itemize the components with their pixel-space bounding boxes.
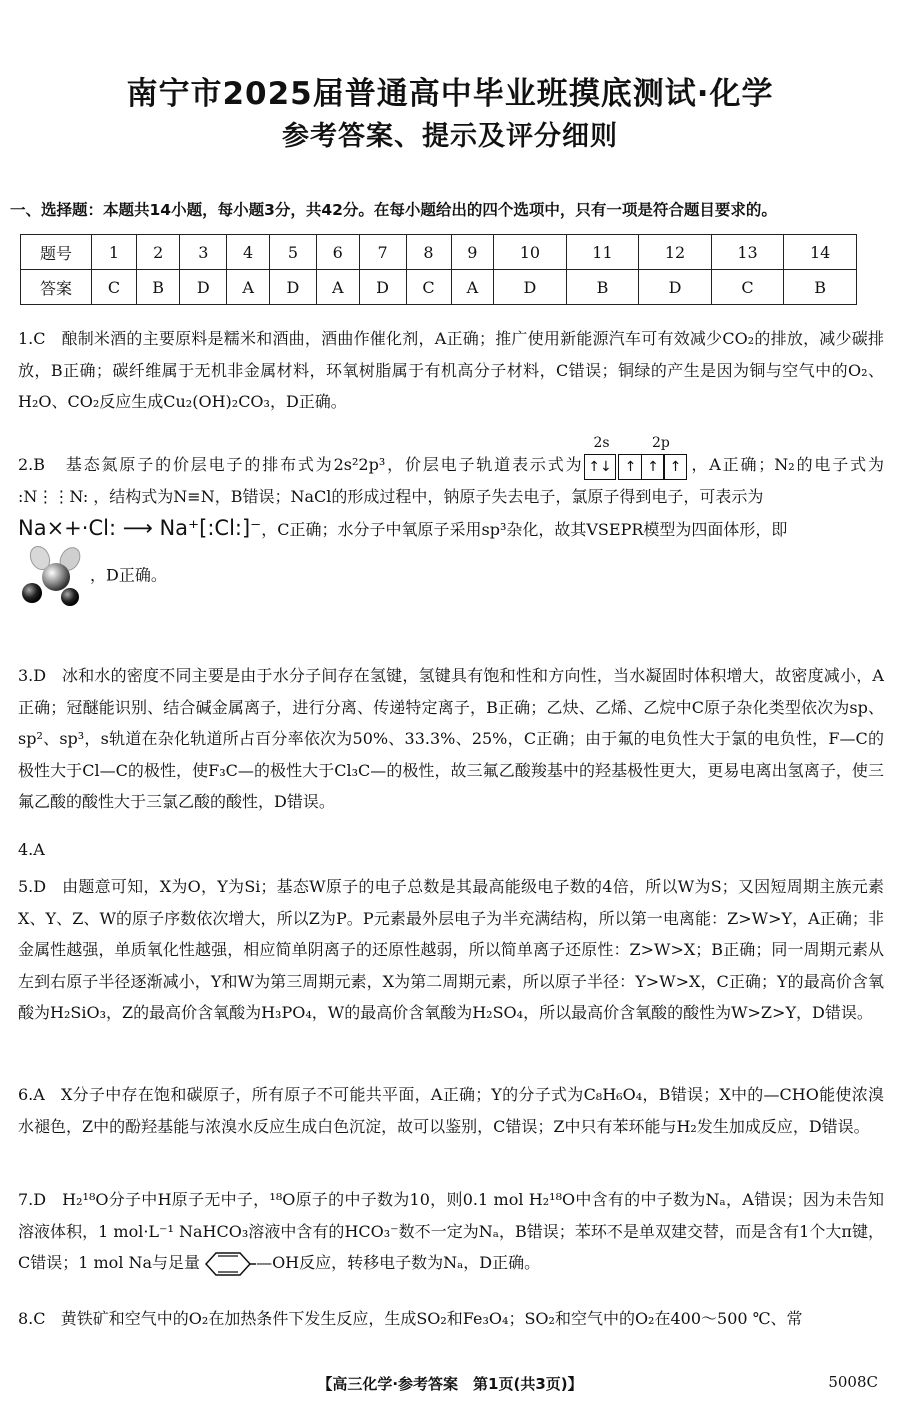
explanation-text: ，C正确；水分子中氧原子采用sp³杂化，故其VSEPR模型为四面体形，即	[261, 519, 788, 539]
nacl-formation-formula: Na×+·Cl: ⟶ Na⁺[:Cl:]⁻	[18, 515, 262, 540]
orbital-box-2s: ↑↓	[584, 454, 616, 480]
table-cell: D	[180, 270, 227, 305]
table-cell: D	[639, 270, 712, 305]
explanation-text: X分子中存在饱和碳原子，所有原子不可能共平面，A正确；Y的分子式为C₈H₆O₄，B错误；X中的—CHO能使浓溴水褪色，Z中的酚羟基能与浓溴水反应生成白色沉淀，故可以鉴别，C错误；Z中只有苯环能与H₂发生加成反应，D错误。	[18, 1085, 884, 1136]
answer-table	[20, 234, 857, 305]
question-number: 1.C	[18, 329, 46, 348]
question-number: 7.D	[18, 1190, 47, 1209]
orbital-box-2p: ↑	[663, 454, 687, 480]
explanation-text: 由题意可知，X为O，Y为Si；基态W原子的电子总数是其最高能级电子数的4倍，所以W为S；又因短周期主族元素X、Y、Z、W的原子序数依次增大，所以Z为P。P元素最外层电子为半充满结构，所以第一电离能：Z>W>Y，A正确；非金属性越强，单质氧化性越强，相应简单阴离子的还原性越弱，所以简单离子还原性：Z>W>X；B正确；同一周期元素从左到右原子半径逐渐减小，Y和W为第三周期元素，X为第二周期元素，所以原子半径：Y>W>X，C正确；Y的最高价含氧酸为H₂SiO₃，Z的最高价含氧酸为H₃PO₄，W的最高价含氧酸为H₂SO₄，所以最高价含氧酸的酸性为W>Z>Y，D错误。	[18, 877, 884, 1022]
table-cell: 8	[406, 235, 451, 270]
orbital-label-2p: 2p	[651, 434, 670, 451]
page-title: 南宁市2025届普通高中毕业班摸底测试·化学	[126, 76, 774, 112]
table-cell: B	[137, 270, 180, 305]
answer-explanation-8	[18, 1303, 884, 1335]
answer-explanation-2	[18, 434, 884, 607]
question-number: 3.D	[18, 666, 47, 685]
benzene-ring-icon	[200, 1251, 256, 1277]
table-cell: D	[359, 270, 406, 305]
table-cell: 3	[180, 235, 227, 270]
document-code: 5008C	[828, 1373, 878, 1391]
table-cell: A	[316, 270, 359, 305]
question-number: 6.A	[18, 1085, 45, 1104]
table-header-cell: 题号	[21, 235, 92, 270]
table-cell: 13	[711, 235, 784, 270]
table-cell: 10	[494, 235, 567, 270]
table-cell: C	[92, 270, 137, 305]
table-cell: B	[784, 270, 857, 305]
answer-explanation-4	[18, 834, 884, 866]
table-cell: 11	[566, 235, 639, 270]
table-cell: 5	[269, 235, 316, 270]
table-cell: 6	[316, 235, 359, 270]
orbital-diagram-2p	[620, 434, 688, 482]
explanation-text: 酿制米酒的主要原料是糯米和酒曲，酒曲作催化剂，A正确；推广使用新能源汽车可有效减少CO₂的排放，减少碳排放，B正确；碳纤维属于无机非金属材料，环氧树脂属于有机高分子材料，C错误；铜绿的产生是因为铜与空气中的O₂、H₂O、CO₂反应生成Cu₂(OH)₂CO₃，D正确。	[18, 329, 884, 411]
question-number: 8.C	[18, 1309, 46, 1328]
table-cell: 7	[359, 235, 406, 270]
table-cell: A	[227, 270, 270, 305]
page-footer: 【高三化学·参考答案 第1页(共3页)】	[317, 1375, 583, 1393]
answer-explanation-5	[18, 871, 884, 1029]
orbital-diagram	[585, 434, 616, 482]
question-number: 2.B	[18, 455, 46, 474]
explanation-text: 基态氮原子的价层电子的排布式为2s²2p³，价层电子轨道表示式为	[65, 455, 584, 474]
table-cell: 1	[92, 235, 137, 270]
table-cell: 2	[137, 235, 180, 270]
explanation-text: 黄铁矿和空气中的O₂在加热条件下发生反应，生成SO₂和Fe₃O₄；SO₂和空气中的O₂在400～500 ℃、常	[60, 1309, 803, 1328]
table-cell: D	[494, 270, 567, 305]
page-subtitle: 参考答案、提示及评分细则	[282, 121, 618, 152]
question-number: 4.A	[18, 840, 45, 859]
water-vsepr-model-icon	[18, 545, 90, 607]
table-cell: D	[269, 270, 316, 305]
table-cell: 12	[639, 235, 712, 270]
table-cell: 14	[784, 235, 857, 270]
answer-explanation-7	[18, 1184, 884, 1279]
table-row-answers	[21, 270, 857, 305]
explanation-text: H₂¹⁸O分子中H原子无中子，¹⁸O原子的中子数为10，则0.1 mol H₂¹⁸O中含有的中子数为Nₐ，A错误；因为未告知溶液体积，1 mol·L⁻¹ NaHCO₃溶液中含有的HCO₃⁻数不一定为Nₐ，B错误；苯环不是单双建交替，而是含有1个大π键，C错误；1 mol Na与足量	[18, 1190, 884, 1272]
table-cell: 9	[451, 235, 494, 270]
orbital-box-2p: ↑	[618, 454, 642, 480]
orbital-label-2s: 2s	[593, 434, 610, 451]
table-cell: B	[566, 270, 639, 305]
section-heading: 一、选择题：本题共14小题，每小题3分，共42分。在每小题给出的四个选项中，只有一项是符合题目要求的。	[10, 201, 777, 219]
table-row-numbers	[21, 235, 857, 270]
answer-explanation-3	[18, 660, 884, 818]
explanation-text: ，D正确。	[90, 565, 167, 585]
table-cell: C	[711, 270, 784, 305]
explanation-text: 冰和水的密度不同主要是由于水分子间存在氢键，氢键具有饱和性和方向性，当水凝固时体积增大，故密度减小，A正确；冠醚能识别、结合碱金属离子，进行分离、传递特定离子，B正确；乙炔、乙烯、乙烷中C原子杂化类型依次为sp、sp²、sp³，s轨道在杂化轨道所占百分率依次为50%、33.3%、25%，C正确；由于氟的电负性大于氯的电负性，F—C的极性大于Cl—C的极性，使F₃C—的极性大于Cl₃C—的极性，故三氟乙酸羧基中的羟基极性更大，更易电离出氢离子，使三氟乙酸的酸性大于三氯乙酸的酸性，D错误。	[18, 666, 884, 811]
orbital-box-2p: ↑	[641, 454, 665, 480]
explanation-text: ，A正确；N₂的电子式为 :N⋮⋮N: ，结构式为N≡N，B错误；NaCl的形成过程中，钠原子失去电子，氯原子得到电子，可表示为	[18, 455, 884, 507]
table-cell: C	[406, 270, 451, 305]
explanation-text: —OH反应，转移电子数为Nₐ，D正确。	[256, 1253, 541, 1272]
table-cell: 4	[227, 235, 270, 270]
question-number: 5.D	[18, 877, 47, 896]
answer-explanation-6	[18, 1079, 884, 1142]
answer-explanation-1	[18, 323, 884, 418]
table-cell: A	[451, 270, 494, 305]
table-header-cell: 答案	[21, 270, 92, 305]
